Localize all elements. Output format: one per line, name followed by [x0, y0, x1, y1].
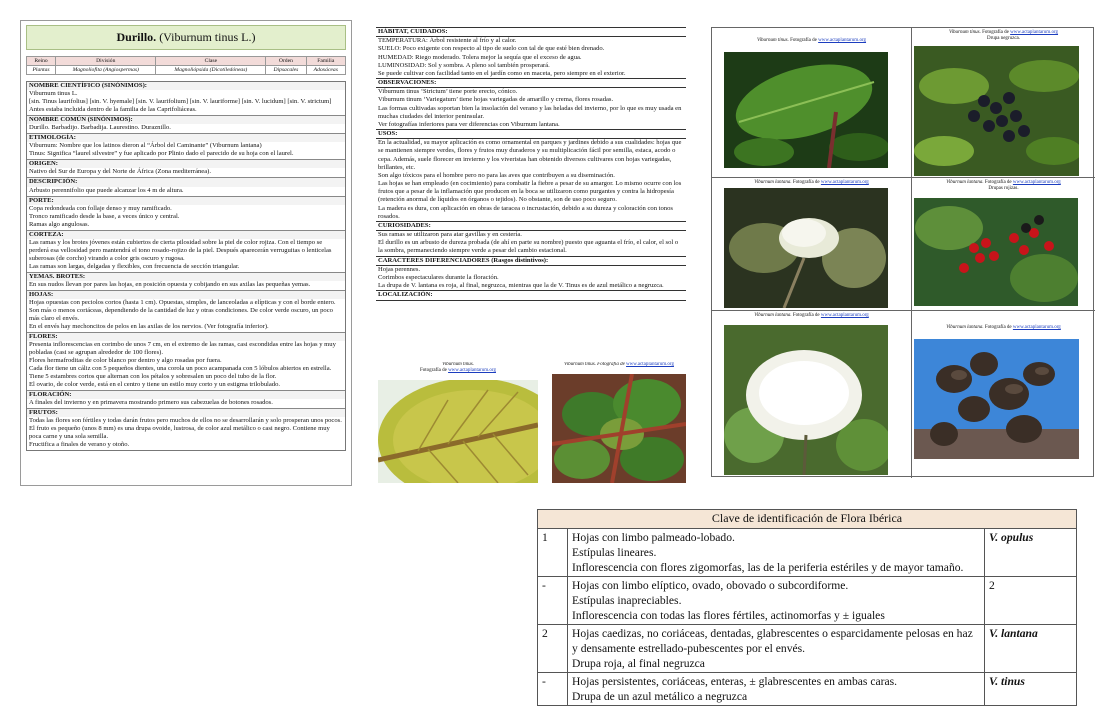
section-heading: CORTEZA: — [27, 230, 345, 239]
section-line: Son más o menos coriáceas, dependiendo de la cantidad de luz y otras condiciones. De color verde oscuro, un poco más claro el envés. — [29, 306, 333, 322]
photo-caption — [552, 362, 686, 372]
key-step-number: - — [538, 673, 568, 706]
section-line: A finales del invierno y en primavera mostrando primero sus cabezuelas de botones rosados. — [29, 399, 273, 407]
grid-caption-credit: Fotografía de — [984, 325, 1012, 330]
lantana-fruit-image — [914, 198, 1078, 306]
taxonomy-value: Adoxáceas — [306, 66, 345, 75]
section-line: Hojas opuestas con peciolos cortos (hasta 1 cm). Opuestas, simples, de lanceoladas a elípticas y con el borde entero. — [29, 298, 336, 306]
key-result-species: V. lantana — [985, 624, 1077, 672]
taxonomy-value: Magnoliofita (Angiospermas) — [56, 66, 156, 75]
section-line: Las formas cultivadas soportan bien la insolación del verano y las heladas del invierno, por lo que es muy usada en muchas ciudades del interior peninsular. — [378, 104, 682, 120]
grid-caption-sub: Drupas rojizas. — [988, 185, 1019, 191]
key-row — [538, 673, 1077, 706]
section-body — [376, 88, 686, 129]
key-description-line: Estípulas lineares. — [572, 545, 657, 559]
key-description-line: Hojas con limbo elíptico, ovado, obovado o subcordiforme. — [572, 578, 849, 592]
grid-caption-species: Viburnum lantana. — [946, 180, 984, 185]
grid-cell-lantana-umbel — [712, 311, 912, 478]
section-line: Flores hermafroditas de color blanco por dentro y algo rosadas por fuera. — [29, 357, 222, 365]
page2-photos — [376, 360, 686, 485]
photo-caption-credit: Fotografía de — [420, 367, 447, 373]
section-heading: HOJAS: — [27, 290, 345, 299]
key-description — [568, 624, 985, 672]
leaf-underside-image — [378, 380, 538, 483]
section-line: Copa redondeada con follaje denso y muy ramificado. — [29, 204, 172, 212]
taxonomy-value: Magnoliópsida (Dicotiledóneas) — [156, 66, 266, 75]
section-body — [376, 266, 686, 291]
section-line: En el envés hay mechoncitos de pelos en las axilas de los nervios. (Ver fotografía inferior). — [29, 323, 269, 331]
branch-image — [552, 374, 686, 483]
section-heading: DESCRIPCIÓN: — [27, 177, 345, 186]
key-step-number: - — [538, 576, 568, 624]
key-result-species: V. tinus — [985, 673, 1077, 706]
grid-caption-sub: Drupa negruzca. — [986, 35, 1021, 41]
section-body — [27, 124, 345, 133]
section-line: Viburnum tinum ‘Variegatum’ tiene hojas variegadas de amarillo y crema, flores rosadas. — [378, 96, 614, 104]
tinus-fruit-image — [914, 46, 1079, 176]
key-description-line: Drupa de un azul metálico a negruzca — [572, 690, 748, 704]
key-result-species: V. opulus — [985, 528, 1077, 576]
key-description-line: Inflorescencia con flores zigomorfas, las de la periferia estériles y de mayor tamaño. — [572, 560, 964, 574]
section-line: Antes estaba incluida dentro de la familia de las Caprifoliáceas. — [29, 106, 197, 114]
grid-cell-tinus-fruit — [912, 28, 1095, 178]
grid-cell-lantana-flowers — [712, 178, 912, 311]
photo-grid — [711, 27, 1094, 477]
grid-caption-link[interactable]: www.actaplantarum.org — [1012, 180, 1061, 185]
key-description-line: Estípulas inapreciables. — [572, 593, 682, 607]
section-heading: FLORES: — [27, 332, 345, 341]
grid-caption — [712, 313, 911, 319]
taxonomy-table — [26, 56, 346, 75]
section-line: HUMEDAD: Riego moderado. Tolera mejor la sequía que el exceso de agua. — [378, 53, 582, 61]
section-line: Ver fotografías inferiores para ver diferencias con Viburnum lantana. — [378, 120, 560, 128]
grid-caption-link[interactable]: www.actaplantarum.org — [818, 38, 867, 43]
identification-key-table — [537, 509, 1077, 706]
taxonomy-header: División — [56, 57, 156, 66]
grid-cell-tinus-leaves — [712, 28, 912, 178]
section-body — [27, 239, 345, 272]
section-line: LUMINOSIDAD: Sol y sombra. A pleno sol también prosperará. — [378, 61, 550, 69]
taxonomy-header: Reino — [27, 57, 56, 66]
section-line: Viburnum tinus ‘Strictum’ tiene porte erecto, cónico. — [378, 88, 518, 96]
section-line: Arbusto perennifolio que puede alcanzar los 4 m de altura. — [29, 186, 184, 194]
lantana-flowers-image — [724, 188, 888, 308]
section-body — [27, 299, 345, 332]
grid-caption-credit: Fotografía de — [792, 180, 820, 185]
grid-caption-credit: Fotografía de — [792, 313, 820, 318]
grid-caption-credit: Fotografía de — [982, 30, 1009, 35]
page2-panel — [376, 27, 686, 485]
section-line: Cada flor tiene un cáliz con 5 pequeños dientes, una corola un poco acampanada con 5 lóbulos abiertos en estrella. Tiene 5 estambres cortos que alternan con los pétalos y sobresalen un poco del tubo de la flor. — [29, 365, 332, 381]
key-description-line: Hojas con limbo palmeado-lobado. — [572, 530, 735, 544]
photo-caption-link[interactable]: www.actaplantarum.org — [448, 367, 496, 373]
section-heading: OBSERVACIONES: — [376, 78, 686, 88]
key-row — [538, 576, 1077, 624]
section-line: El ovario, de color verde, está en el centro y tiene un estilo muy corto y un estigma trilobulado. — [29, 381, 281, 389]
grid-caption-link[interactable]: www.actaplantarum.org — [1012, 325, 1061, 330]
key-title: Clave de identificación de Flora Ibérica — [538, 510, 1077, 529]
grid-caption-species: Viburnum tinus. — [948, 30, 981, 35]
ficha-panel — [20, 20, 352, 486]
section-line: El durillo es un arbusto de dureza probada (de ahí en parte su nombre) puesto que aguanta el frío, el calor, el sol o la sombra, permaneciendo siempre verde a pesar del cambio estacional. — [378, 239, 679, 255]
ficha-title-latin: (Viburnum tinus L.) — [159, 30, 256, 44]
grid-caption-species: Viburnum lantana. — [754, 180, 792, 185]
section-line: Tronco ramificado desde la base, a veces único y central. — [29, 212, 180, 220]
section-body — [27, 168, 345, 177]
section-line: SUELO: Poco exigente con respecto al tipo de suelo con tal de que esté bien drenado. — [378, 45, 605, 53]
section-heading: USOS: — [376, 129, 686, 139]
section-line: En sus nudos llevan por pares las hojas, en posición opuesta y cobijando en sus axilas las pequeñas yemas. — [29, 280, 311, 288]
section-body — [27, 417, 345, 450]
section-line: Viburnum tinus L. — [29, 90, 78, 98]
grid-caption-species: Viburnum tinus. — [756, 38, 789, 43]
section-line: Fructifica a finales de verano y otoño. — [29, 441, 130, 449]
grid-cell-lantana-dry-fruit — [912, 311, 1095, 478]
section-heading: NOMBRE CIENTÍFICO (SINÓNIMOS): — [27, 82, 345, 90]
section-line: Presenta inflorescencias en corimbo de unos 7 cm, en el extremo de las ramas, casi escondidas entre las hojas y muy pobladas (casi se agrupan alrededor de 100 flores). — [29, 341, 336, 357]
key-description — [568, 576, 985, 624]
section-heading: FRUTOS: — [27, 408, 345, 417]
taxonomy-header: Orden — [266, 57, 306, 66]
section-line: Nativo del Sur de Europa y del Norte de África (Zona mediterránea). — [29, 168, 211, 176]
section-heading: ETIMOLOGÍA: — [27, 133, 345, 142]
photo-branch — [552, 362, 686, 483]
grid-cell-lantana-fruit — [912, 178, 1095, 311]
section-heading: YEMAS. BROTES: — [27, 272, 345, 281]
grid-caption-credit: Fotografía de — [984, 180, 1012, 185]
section-line: Las ramas y los brotes jóvenes están cubiertos de cierta pilosidad sobre la piel de color rojiza. Con el tiempo se perderá esa vellosidad pero mantendrá el tono rosado-rojizo de la piel. Después aparecerán verruguitas o lenticelas suberosas (de corcho) virando a color gris oscuro y rugosa. — [29, 238, 332, 262]
taxonomy-value: Plantas — [27, 66, 56, 75]
key-step-number: 1 — [538, 528, 568, 576]
section-line: Hojas perennes. — [378, 265, 421, 273]
section-line: La madera es dura, con aplicación en obras de taracea o incrustación, debido a su dureza y coloración con tonos rosados. — [378, 204, 673, 220]
taxonomy-header: Familia — [306, 57, 345, 66]
section-line: Tinus: Significa “laurel silvestre” y fue aplicado por Plinio dado el parecido de su hoja con el laurel. — [29, 150, 294, 158]
photo-caption-link[interactable]: www.actaplantarum.org — [626, 362, 674, 367]
section-line: El fruto es pequeño (unos 8 mm) es una drupa ovoide, lustrosa, de color azul metálico o casi negro. Contiene muy poca carne y una sola semilla. — [29, 425, 330, 441]
ficha-title-common: Durillo. — [116, 30, 157, 44]
key-description-line: Hojas caedizas, no coriáceas, dentadas, glabrescentes o esparcidamente pelosas en haz y densamente estrellado-pubescentes por el envés. — [572, 626, 973, 656]
ficha-sections — [26, 81, 346, 451]
section-line: Sus ramas se utilizaron para atar gavillas y en cestería. — [378, 231, 522, 239]
section-heading: HÁBITAT, CUIDADOS: — [376, 27, 686, 37]
grid-caption-link[interactable]: www.actaplantarum.org — [820, 313, 869, 318]
section-heading: LOCALIZACIÓN: — [376, 290, 686, 300]
key-description-line: Drupa roja, al final negruzca — [572, 657, 705, 671]
grid-caption-species: Viburnum lantana. — [754, 313, 792, 318]
grid-caption-species: Viburnum lantana. — [946, 325, 984, 330]
section-body — [376, 37, 686, 78]
tinus-leaves-image — [724, 52, 888, 168]
section-body — [27, 142, 345, 159]
key-row — [538, 624, 1077, 672]
taxonomy-header: Clase — [156, 57, 266, 66]
section-body — [27, 281, 345, 290]
section-line: Corimbos espectaculares durante la floración. — [378, 273, 499, 281]
section-heading: FLORACIÓN: — [27, 390, 345, 399]
section-line: [sin. Tinus laurifolius] [sin. V. hyemale] [sin. V. laurifolium] [sin. V. lauriforme] [sin. V. lucidum] [sin. V. strictum] — [29, 98, 332, 106]
grid-caption-credit: Fotografía de — [790, 38, 817, 43]
key-description — [568, 673, 985, 706]
grid-caption — [912, 30, 1095, 42]
section-line: Las hojas se han empleado (en cocimiento) para combatir la fiebre a pesar de su amargor. Lo mismo ocurre con los frutos que a pesar de la inflamación que producen en la boca se utilizaron como purgantes y contra la hidropesía (retención anormal de líquidos en órganos o tejidos). No obstante, son de uso poco seguro. — [378, 180, 682, 204]
key-description-line: Hojas persistentes, coriáceas, enteras, ± glabrescentes en ambas caras. — [572, 675, 898, 689]
key-step-number: 2 — [538, 624, 568, 672]
grid-caption-link[interactable]: www.actaplantarum.org — [1010, 30, 1059, 35]
lantana-umbel-image — [724, 325, 888, 475]
photo-caption-species: Viburnum tinus. Fotografía de — [564, 362, 625, 367]
grid-caption — [712, 180, 911, 186]
page2-sections — [376, 27, 686, 301]
section-line: Son algo tóxicos para el hombre pero no para las aves que contribuyen a su diseminación. — [378, 171, 615, 179]
section-body — [27, 341, 345, 390]
grid-caption — [912, 180, 1095, 192]
section-heading: ORIGEN: — [27, 159, 345, 168]
grid-caption — [712, 38, 911, 44]
section-body — [27, 187, 345, 196]
section-body — [27, 205, 345, 230]
photo-caption-species: Viburnum tinus. — [442, 362, 474, 367]
lantana-dry-fruit-image — [914, 339, 1079, 459]
section-body — [376, 139, 686, 221]
key-description — [568, 528, 985, 576]
ficha-title — [26, 25, 346, 50]
section-line: Todas las flores son fértiles y todas darán frutos pero muchos de ellos no se desarrollarán y solo prosperan unos pocos. — [29, 417, 342, 425]
taxonomy-value: Dipsacales — [266, 66, 306, 75]
section-line: Viburnum: Nombre que los latinos dieron al “Árbol del Caminante” (Viburnum lantana) — [29, 142, 262, 150]
section-line: TEMPERATURA: Árbol resistente al frío y al calor. — [378, 37, 517, 45]
key-row — [538, 528, 1077, 576]
section-heading: CARACTERES DIFERENCIADORES (Rasgos distintivos): — [376, 256, 686, 266]
section-heading: CURIOSIDADES: — [376, 221, 686, 231]
section-heading: PORTE: — [27, 196, 345, 205]
grid-caption — [912, 325, 1095, 331]
section-line: En la actualidad, su mayor aplicación es como ornamental en parques y jardines debido a sus cualidades: hojas que se mantienen siempre verdes, flores y frutos muy duraderos y su multiplicación fácil por semilla, estaca, acodo o cepa. Además, suele florecer en invierno y los viveristas han obtenido diversos cultivares con hojas variegadas, brillantes, etc. — [378, 139, 682, 171]
section-line: Se puede cultivar con facilidad tanto en el jardín como en maceta, pero siempre en el exterior. — [378, 69, 626, 77]
section-line: Las ramas son largas, delgadas y flexibles, con frecuencia de sección triangular. — [29, 262, 240, 270]
section-heading: NOMBRE COMÚN (SINÓNIMOS): — [27, 115, 345, 124]
key-description-line: Inflorescencia con todas las flores fértiles, actinomorfas y ± iguales — [572, 608, 885, 622]
section-line: Ramas algo angulosas. — [29, 220, 90, 228]
section-body — [376, 231, 686, 256]
section-line: La drupa de V. lantana es roja, al final, negruzca, mientras que la de V. Tinus es de azul metálico a negruzca. — [378, 282, 664, 290]
photo-caption — [378, 362, 538, 380]
key-result-next-step: 2 — [985, 576, 1077, 624]
section-body — [27, 90, 345, 115]
section-line: Durillo. Barbadijo. Barbadija. Laurestino. Duraznillo. — [29, 124, 171, 132]
section-body — [27, 399, 345, 408]
grid-caption-link[interactable]: www.actaplantarum.org — [820, 180, 869, 185]
photo-leaf-underside — [378, 362, 538, 483]
